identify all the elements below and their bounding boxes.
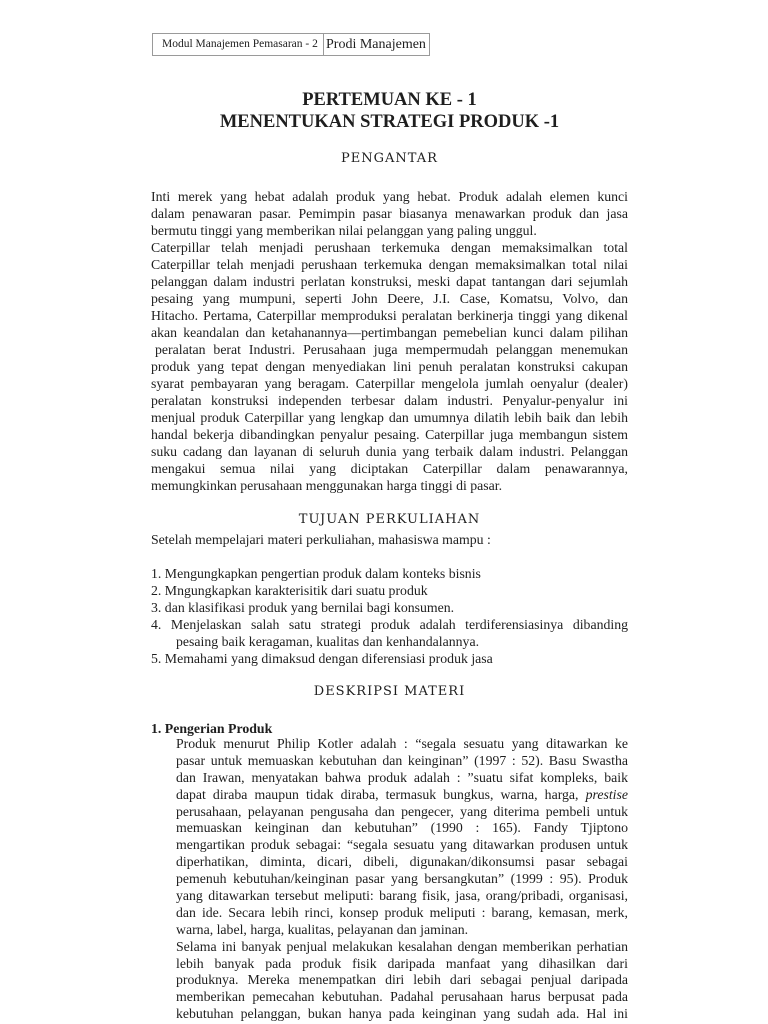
paragraph-line: mengakui semua nilai yang diciptakan Caterpillar dalam penawarannya, xyxy=(151,461,628,476)
paragraph-line: warna, label, harga, kualitas, pelayanan dan jaminan. xyxy=(176,921,469,937)
paragraph-line: produk yang tepat dengan menyediakan lini penuh peralatan konstruksi cakupan xyxy=(151,359,628,374)
list-item: 1. Mengungkapkan pengertian produk dalam konteks bisnis xyxy=(151,566,481,581)
paragraph-line: Hitacho. Pertama, Caterpillar memproduksi peralatan berkinerja tinggi yang dikenal xyxy=(151,308,628,323)
paragraph-line: lebih banyak pada produk fisik daripada manfaat yang dihasilkan dari xyxy=(176,955,628,971)
paragraph-line: Inti merek yang hebat adalah produk yang hebat. Produk adalah elemen kunci xyxy=(151,189,628,204)
subsection-heading: 1. Pengerian Produk xyxy=(151,721,273,736)
pengantar-paragraph xyxy=(151,188,628,494)
paragraph-line: Caterpillar telah menjadi perushaan terkemuka dengan memaksimalkan total nilai xyxy=(151,257,628,272)
header-module-label: Modul Manajemen Pemasaran - 2 xyxy=(153,34,324,55)
italic-term: prestise xyxy=(585,786,628,802)
list-item-continuation: pesaing baik keragaman, kualitas dan kenhandalannya. xyxy=(176,634,480,649)
paragraph-line: handal bekerja dibandingkan penyalur pesaing. Caterpillar juga membangun sistem xyxy=(151,427,628,442)
paragraph-line: memuaskan keinginan dan kebutuhan” (1990 : 165). Fandy Tjiptono xyxy=(176,820,628,836)
paragraph-line: mengartikan produk sebagai: “segala sesuatu yang ditawarkan produsen untuk xyxy=(176,837,628,853)
paragraph-line: dan Irawan, menyatakan bahwa produk adalah : ”suatu sifat kompleks, baik xyxy=(176,769,628,785)
paragraph-line: pasar untuk memuaskan kebutuhan dan keinginan” (1997 : 52). Basu Swastha xyxy=(176,752,628,768)
list-item: 3. dan klasifikasi produk yang bernilai bagi konsumen. xyxy=(151,600,455,615)
intro-line: Setelah mempelajari materi perkuliahan, mahasiswa mampu : xyxy=(151,532,491,547)
deskripsi-paragraph xyxy=(176,736,628,1023)
paragraph-line xyxy=(176,787,628,804)
paragraph-line: memberikan pemecahan kebutuhan. Padahal perusahaan harus berpusat pada xyxy=(176,989,628,1005)
paragraph-line: perusahaan, pelayanan pengusaha dan pengecer, yang diterima pembeli untuk xyxy=(176,803,628,819)
paragraph-line: dan ide. Secara lebih rinci, konsep produk meliputi : barang, kemasan, merk, xyxy=(176,904,628,920)
tujuan-list xyxy=(151,565,628,667)
paragraph-line: dalam penawaran pasar. Pemimpin pasar biasanya menawarkan produk dan jasa xyxy=(151,206,628,221)
paragraph-line: memungkinkan perusahaan menggunakan harga tinggi di pasar. xyxy=(151,478,503,493)
paragraph-line: diperhatikan, diminta, dicari, dibeli, digunakan/dikonsumsi pasar sebagai xyxy=(176,854,628,870)
title-line-2: MENENTUKAN STRATEGI PRODUK -1 xyxy=(219,112,560,132)
header-program-label: Prodi Manajemen xyxy=(326,37,426,52)
list-item: 4. Menjelaskan salah satu strategi produk adalah terdiferensiasinya dibanding xyxy=(151,617,628,632)
paragraph-line: Selama ini banyak penjual melakukan kesalahan dengan memberikan perhatian xyxy=(176,938,628,954)
line-text: dapat diraba maupun tidak diraba, termasuk bungkus, warna, harga, xyxy=(176,786,579,802)
section-heading-tujuan: TUJUAN PERKULIAHAN xyxy=(298,512,481,527)
page-title xyxy=(151,89,628,133)
section-heading-deskripsi: DESKRIPSI MATERI xyxy=(313,684,466,699)
tujuan-intro xyxy=(151,531,628,548)
section-heading-pengantar: PENGANTAR xyxy=(341,151,438,166)
paragraph-line: akan keandalan dan ketahanannya—pertimbangan pemebelian kunci dalam pilihan xyxy=(151,325,628,340)
paragraph-line: kebutuhan pelanggan, bukan hanya pada keinginan yang sudah ada. Hal ini xyxy=(176,1006,628,1022)
running-header xyxy=(152,33,430,56)
paragraph-line: Caterpillar telah menjadi perushaan terkemuka dengan memaksimalkan total xyxy=(151,240,628,255)
paragraph-line: yang ditawarkan tersebut meliputi: barang fisik, jasa, orang/pribadi, organisasi, xyxy=(176,888,628,904)
paragraph-line: syarat pembayaran yang beragam. Caterpillar mengelola jumlah oenyalur (dealer) xyxy=(151,376,628,391)
list-item: 2. Mngungkapkan karakterisitik dari suatu produk xyxy=(151,583,428,598)
paragraph-line: Produk menurut Philip Kotler adalah : “segala sesuatu yang ditawarkan ke xyxy=(176,736,628,751)
paragraph-line: bermutu tinggi yang memberikan nilai pelanggan yang paling unggul. xyxy=(151,223,537,238)
list-item: 5. Memahami yang dimaksud dengan diferensiasi produk jasa xyxy=(151,651,493,666)
paragraph-line: produknya. Mereka menempatkan diri lebih dari sebagai penjual daripada xyxy=(176,972,628,988)
title-line-1: PERTEMUAN KE - 1 xyxy=(302,90,477,110)
paragraph-line: pelanggan dalam industri perlatan konstruksi, meski dapat tantangan dari sejumlah xyxy=(151,274,628,289)
paragraph-line: peralatan berat Industri. Perusahaan juga mempermudah pelanggan menemukan xyxy=(155,342,628,357)
paragraph-line: pemenuh kebutuhan/keinginan pasar yang bersangkutan” (1999 : 95). Produk xyxy=(176,871,628,887)
paragraph-line: peralatan konstruksi independen terbesar dalam industri. Penyalur-penyalur ini xyxy=(151,393,628,408)
paragraph-line: suku cadang dan layanan di seluruh dunia yang terbaik dalam industri. Pelanggan xyxy=(151,444,628,459)
paragraph-line: menjual produk Caterpillar yang lengkap dan umumnya dilatih lebih baik dan lebih xyxy=(151,410,628,425)
paragraph-line: pesaing yang mumpuni, seperti John Deere, J.I. Case, Komatsu, Volvo, dan xyxy=(151,291,628,306)
